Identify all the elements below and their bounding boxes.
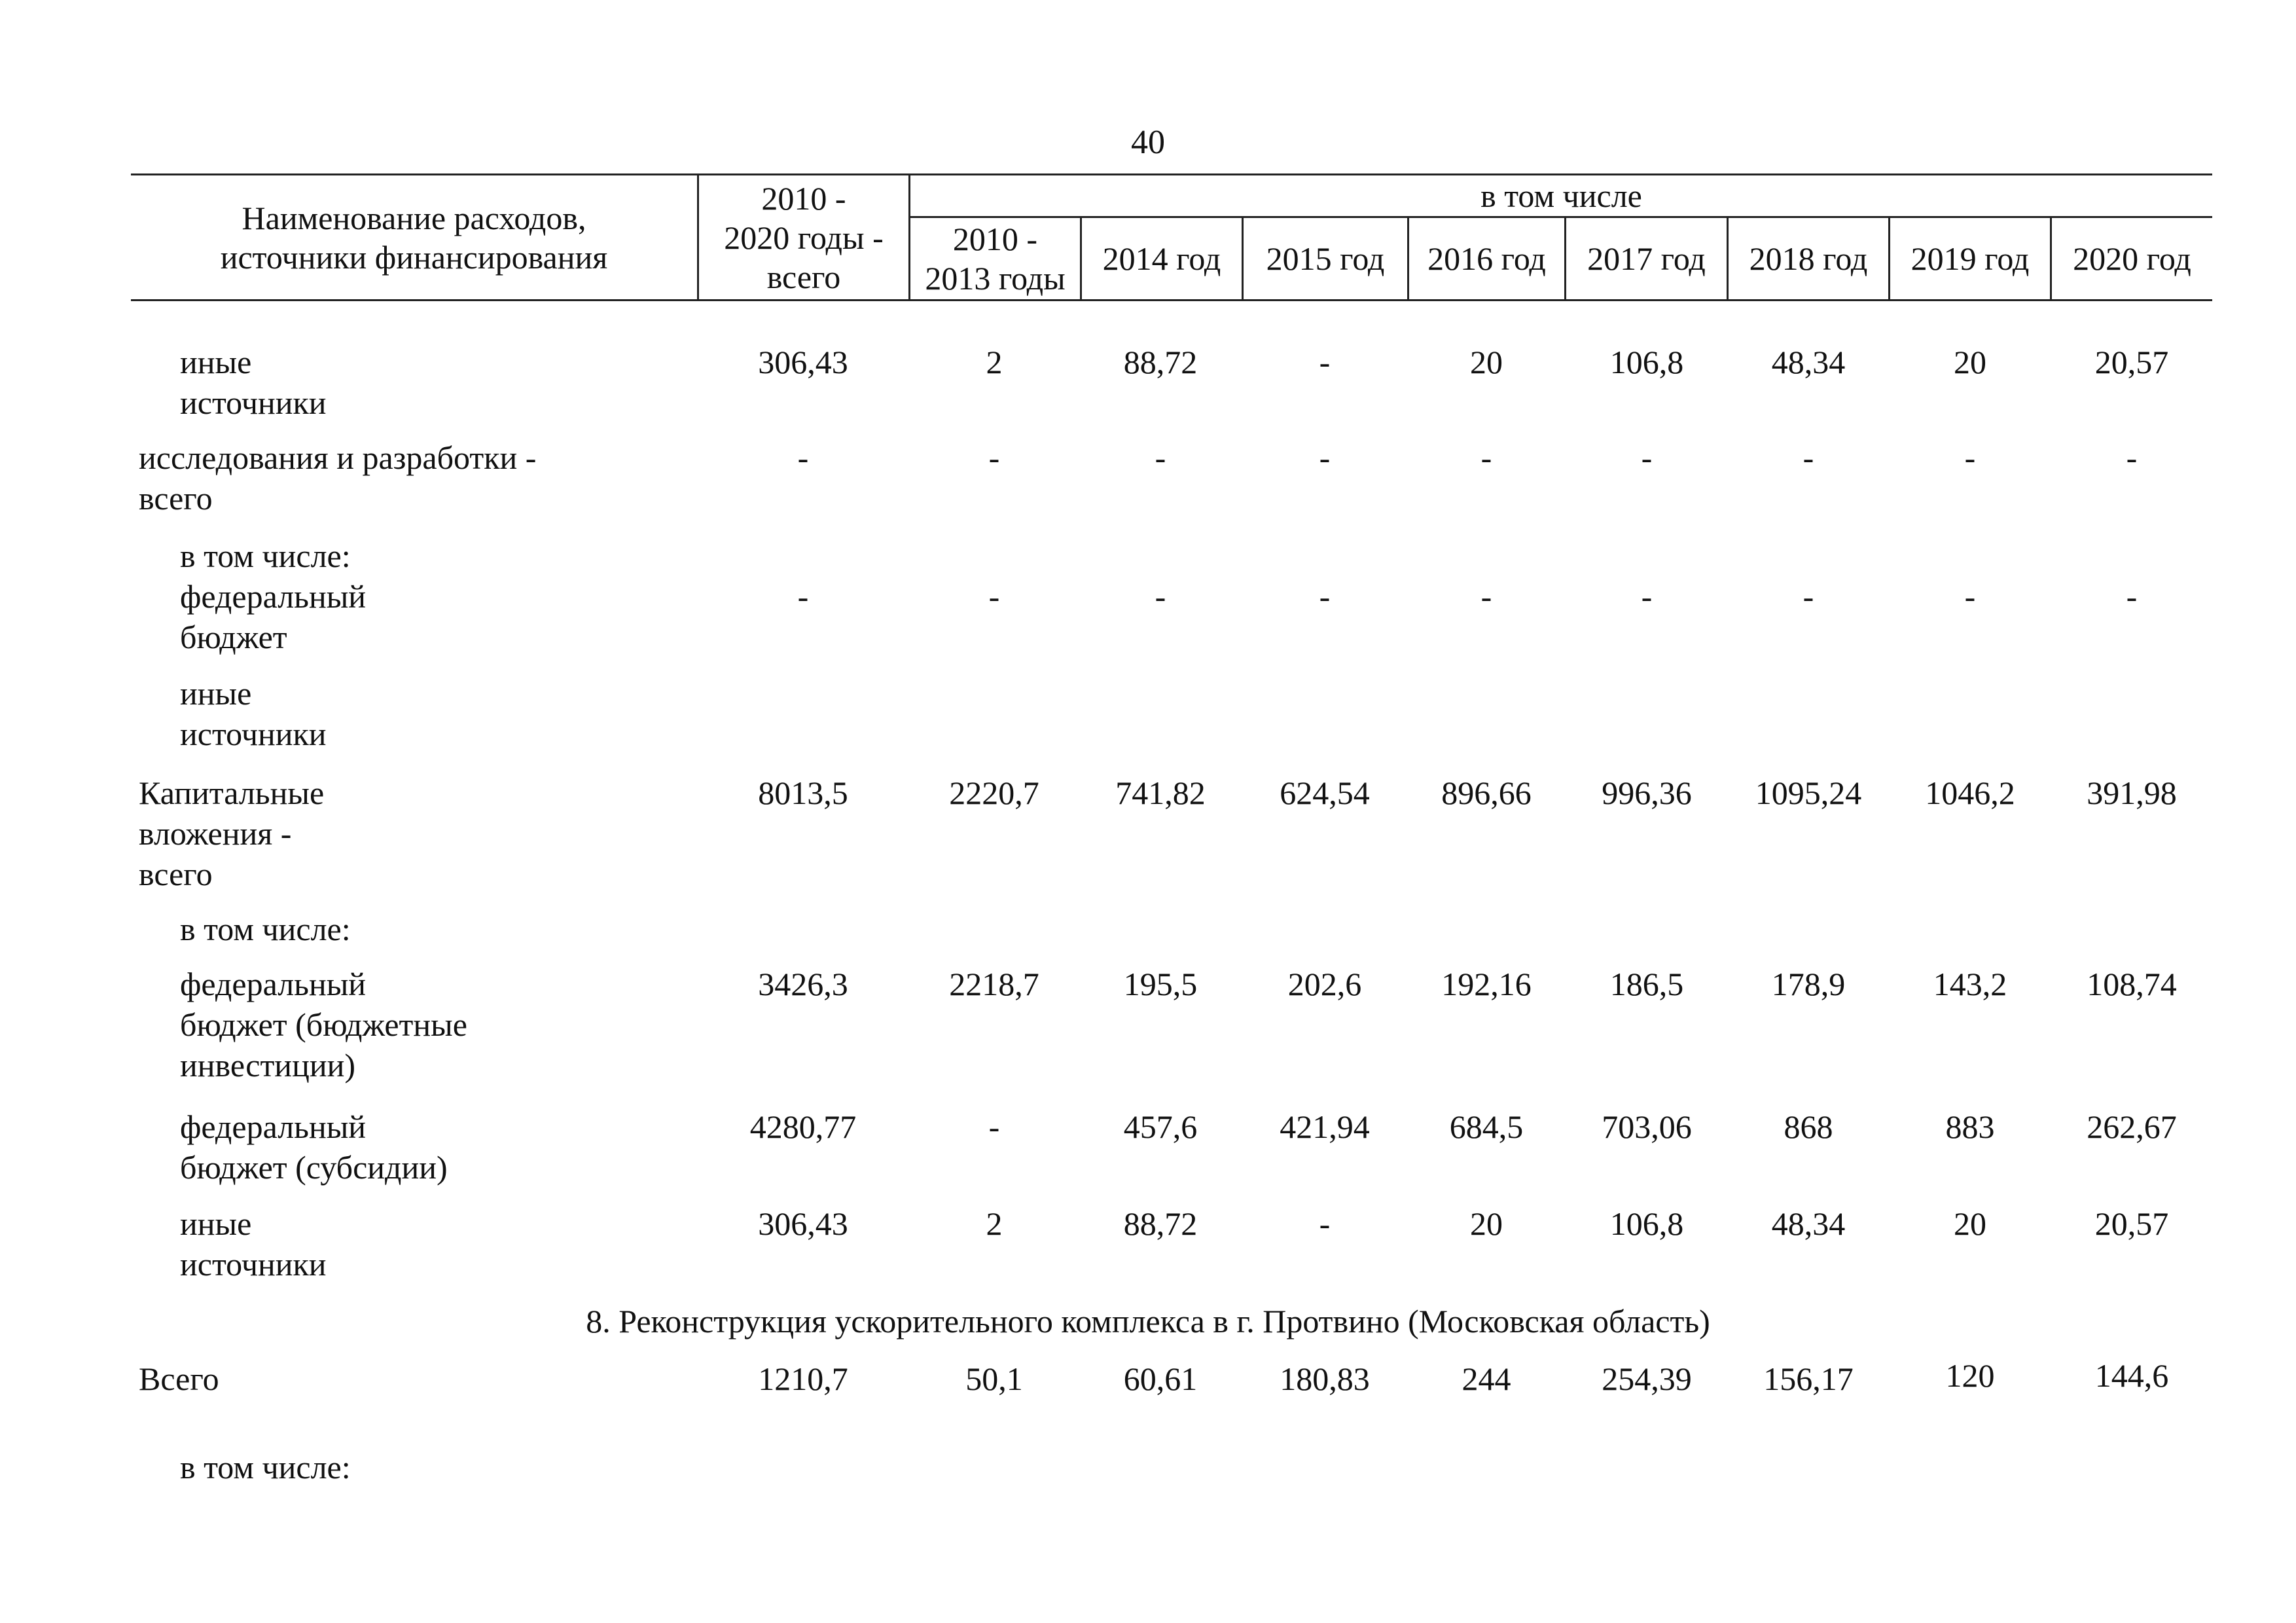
row-label: [139, 1359, 219, 1399]
row-label-line: вложения -: [139, 815, 292, 852]
cell-value: 20: [1470, 1205, 1503, 1242]
row-label: [180, 536, 366, 657]
cell-value: 703,06: [1602, 1108, 1692, 1145]
page-number: 40: [1131, 124, 1165, 161]
row-label-line: иные: [180, 675, 252, 712]
cell-value: 624,54: [1280, 775, 1370, 811]
row-label-line: всего: [139, 856, 213, 892]
cell-value: 20: [1954, 344, 1986, 380]
cell-value: 192,16: [1441, 966, 1532, 1002]
cell-value: 20: [1954, 1205, 1986, 1242]
cell-value: 883: [1945, 1108, 1995, 1145]
cell-value: -: [1964, 439, 1976, 476]
row-label-line: федеральный: [180, 966, 367, 1002]
row-label-line: федеральный: [180, 578, 367, 615]
cell-value: -: [797, 439, 809, 476]
row-label: [180, 964, 467, 1085]
cell-value: 88,72: [1123, 344, 1198, 380]
cell-value: 262,67: [2087, 1108, 2177, 1145]
cell-value: 106,8: [1609, 1205, 1684, 1242]
header-total-line: всего: [766, 258, 841, 295]
cell-value: 2220,7: [949, 775, 1039, 811]
cell-value: 50,1: [965, 1360, 1023, 1397]
header-total-line: 2010 -: [761, 179, 846, 217]
cell-value: 1095,24: [1755, 775, 1862, 811]
row-label-line: бюджет: [180, 619, 287, 655]
header-year-cell: 2016 год: [1427, 240, 1546, 277]
cell-value: 20: [1470, 344, 1503, 380]
cell-value: 178,9: [1771, 966, 1846, 1002]
cell-value: 3426,3: [758, 966, 848, 1002]
row-label: [139, 437, 536, 519]
cell-value: 20,57: [2094, 344, 2169, 380]
cell-value: 896,66: [1441, 775, 1532, 811]
cell-value: 120: [1945, 1357, 1995, 1394]
header-name-cell: [131, 175, 697, 299]
row-label-line: источники: [180, 1246, 327, 1283]
row-label-line: источники: [180, 716, 327, 752]
cell-value: 180,83: [1280, 1360, 1370, 1397]
cell-value: 868: [1784, 1108, 1833, 1145]
row-label: [180, 342, 327, 423]
header-year-line: 2013 годы: [925, 260, 1066, 297]
row-label: [180, 673, 327, 754]
cell-value: -: [1480, 578, 1492, 615]
row-label-line: бюджет (субсидии): [180, 1149, 448, 1186]
cell-value: 144,6: [2094, 1357, 2169, 1394]
cell-value: 186,5: [1609, 966, 1684, 1002]
cell-value: 106,8: [1609, 344, 1684, 380]
cell-value: 254,39: [1602, 1360, 1692, 1397]
header-including-cell: в том числе: [1480, 177, 1642, 214]
cell-value: 108,74: [2087, 966, 2177, 1002]
cell-value: 996,36: [1602, 775, 1692, 811]
header-name-line: источники финансирования: [220, 238, 608, 276]
cell-value: 421,94: [1280, 1108, 1370, 1145]
header-total-cell: [699, 175, 908, 299]
row-label-line: Капитальные: [139, 775, 325, 811]
cell-value: 60,61: [1123, 1360, 1198, 1397]
cell-value: 202,6: [1287, 966, 1362, 1002]
row-label-line: в том числе:: [180, 538, 351, 574]
cell-value: -: [1155, 578, 1166, 615]
cell-value: -: [988, 439, 1000, 476]
cell-value: 457,6: [1123, 1108, 1198, 1145]
cell-value: -: [1641, 578, 1653, 615]
row-label: [180, 1447, 351, 1487]
row-label-line: инвестиции): [180, 1047, 355, 1084]
cell-value: -: [988, 578, 1000, 615]
cell-value: 2: [986, 1205, 1003, 1242]
row-label: [180, 909, 351, 949]
row-label-line: иные: [180, 1205, 252, 1242]
cell-value: 1046,2: [1925, 775, 2015, 811]
cell-value: -: [1803, 439, 1814, 476]
row-label-line: в том числе:: [180, 1449, 351, 1486]
header-bottom-border: [131, 299, 2212, 301]
cell-value: -: [1319, 578, 1331, 615]
row-label: [180, 1203, 327, 1285]
cell-value: 244: [1462, 1360, 1511, 1397]
row-label-line: всего: [139, 480, 213, 517]
cell-value: 741,82: [1115, 775, 1206, 811]
header-total-line: 2020 годы -: [724, 219, 884, 256]
cell-value: 88,72: [1123, 1205, 1198, 1242]
cell-value: -: [2126, 578, 2138, 615]
header-year-cell: [910, 218, 1080, 299]
cell-value: 48,34: [1771, 344, 1846, 380]
cell-value: 684,5: [1449, 1108, 1524, 1145]
header-year-cell: 2017 год: [1587, 240, 1706, 277]
cell-value: -: [1155, 439, 1166, 476]
row-label-line: в том числе:: [180, 911, 351, 947]
cell-value: -: [988, 1108, 1000, 1145]
cell-value: 20,57: [2094, 1205, 2169, 1242]
row-label-line: федеральный: [180, 1108, 367, 1145]
row-label-line: исследования и разработки -: [139, 439, 537, 476]
header-year-cell: 2020 год: [2073, 240, 2191, 277]
row-label-line: бюджет (бюджетные: [180, 1006, 467, 1043]
row-label-line: источники: [180, 384, 327, 421]
cell-value: 48,34: [1771, 1205, 1846, 1242]
cell-value: -: [1319, 344, 1331, 380]
row-label-line: иные: [180, 344, 252, 380]
row-label: [139, 773, 324, 894]
cell-value: -: [1641, 439, 1653, 476]
header-year-cell: 2019 год: [1910, 240, 2030, 277]
cell-value: 195,5: [1123, 966, 1198, 1002]
header-year-line: 2010 -: [952, 221, 1038, 257]
cell-value: -: [1803, 578, 1814, 615]
cell-value: -: [797, 578, 809, 615]
cell-value: 306,43: [758, 344, 848, 380]
cell-value: 8013,5: [758, 775, 848, 811]
section-title: 8. Реконструкция ускорительного комплекса в г. Протвино (Московская область): [586, 1303, 1710, 1340]
row-label: [180, 1106, 448, 1188]
cell-value: 143,2: [1933, 966, 2007, 1002]
header-year-cell: 2014 год: [1102, 240, 1221, 277]
cell-value: -: [1319, 1205, 1331, 1242]
cell-value: 156,17: [1763, 1360, 1854, 1397]
cell-value: 306,43: [758, 1205, 848, 1242]
header-year-cell: 2015 год: [1266, 240, 1385, 277]
cell-value: -: [1319, 439, 1331, 476]
cell-value: 1210,7: [758, 1360, 848, 1397]
cell-value: -: [1964, 578, 1976, 615]
row-label-line: Всего: [139, 1360, 219, 1397]
header-name-line: Наименование расходов,: [242, 199, 586, 236]
header-year-cell: 2018 год: [1749, 240, 1868, 277]
cell-value: 2218,7: [949, 966, 1039, 1002]
cell-value: -: [2126, 439, 2138, 476]
cell-value: 4280,77: [749, 1108, 857, 1145]
cell-value: 391,98: [2087, 775, 2177, 811]
cell-value: -: [1480, 439, 1492, 476]
cell-value: 2: [986, 344, 1003, 380]
